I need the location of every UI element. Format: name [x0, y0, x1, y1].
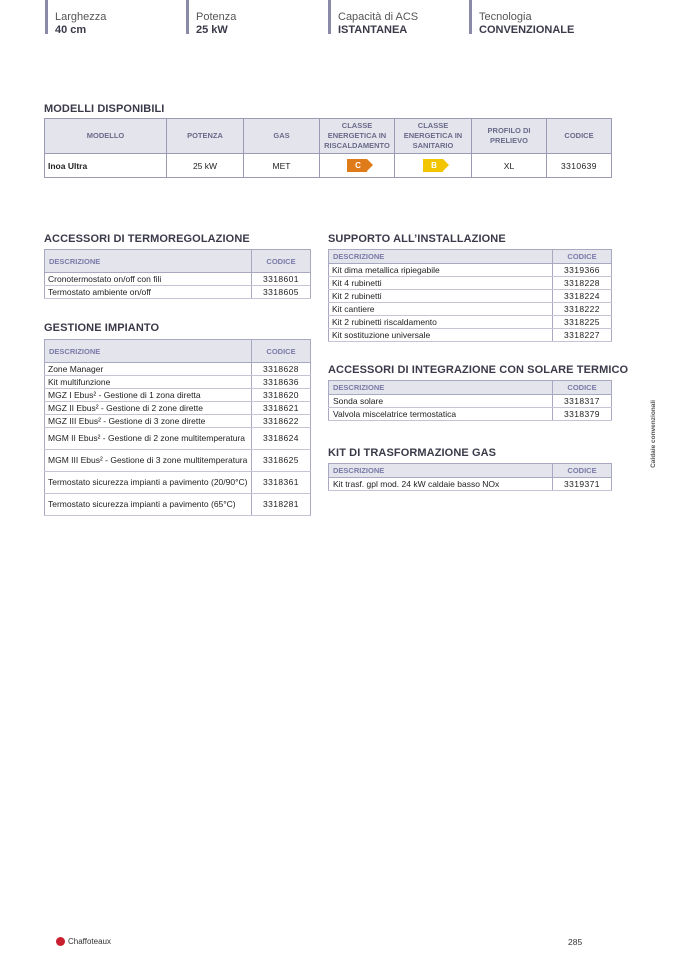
model-code: 3310639 — [547, 154, 612, 178]
row-code: 3318225 — [553, 316, 612, 329]
table-row — [329, 264, 612, 277]
gas-table — [328, 463, 612, 491]
solare-table — [328, 380, 612, 421]
row-code: 3319371 — [553, 478, 612, 491]
row-description: Termostato sicurezza impianti a pavimento (65°C) — [45, 494, 252, 516]
table-row — [45, 415, 311, 428]
col-header: CODICE — [553, 250, 612, 264]
row-code: 3318624 — [252, 428, 311, 450]
gestione-title: GESTIONE IMPIANTO — [44, 322, 160, 334]
table-row — [45, 363, 311, 376]
row-description: Kit 2 rubinetti riscaldamento — [329, 316, 553, 329]
models-table — [44, 118, 612, 178]
side-label: Caldaie convenzionali — [650, 400, 657, 468]
row-code: 3318622 — [252, 415, 311, 428]
spec-label: Potenza — [196, 11, 237, 23]
col-header: GAS — [244, 119, 320, 154]
row-code: 3318621 — [252, 402, 311, 415]
col-header: POTENZA — [167, 119, 244, 154]
class-heating-cell — [320, 154, 395, 178]
row-code: 3318379 — [553, 408, 612, 421]
table-row — [45, 494, 311, 516]
spec-acs — [328, 0, 418, 34]
row-description: MGM III Ebus² - Gestione di 3 zone multitemperatura — [45, 450, 252, 472]
col-header: DESCRIZIONE — [45, 340, 252, 363]
col-header: CODICE — [553, 381, 612, 395]
col-header: MODELLO — [45, 119, 167, 154]
model-power: 25 kW — [167, 154, 244, 178]
spec-value: 40 cm — [55, 24, 87, 36]
row-code: 3318228 — [553, 277, 612, 290]
row-code: 3318620 — [252, 389, 311, 402]
models-title: MODELLI DISPONIBILI — [44, 103, 165, 115]
model-gas: MET — [244, 154, 320, 178]
col-header: CODICE — [553, 464, 612, 478]
col-header: CLASSE ENERGETICA IN RISCALDAMENTO — [320, 119, 395, 154]
gestione-table — [44, 339, 311, 516]
spec-technology — [469, 0, 574, 34]
table-row — [45, 389, 311, 402]
col-header: DESCRIZIONE — [329, 381, 553, 395]
brand-logo — [56, 937, 111, 946]
row-code: 3318625 — [252, 450, 311, 472]
row-description: Kit 4 rubinetti — [329, 277, 553, 290]
row-description: Kit cantiere — [329, 303, 553, 316]
row-code: 3318601 — [252, 273, 311, 286]
termo-table — [44, 249, 311, 299]
table-row — [45, 154, 612, 178]
row-description: Kit multifunzione — [45, 376, 252, 389]
table-row — [329, 277, 612, 290]
table-row — [45, 450, 311, 472]
table-row — [329, 316, 612, 329]
row-description: Termostato ambiente on/off — [45, 286, 252, 299]
spec-power — [186, 0, 236, 34]
row-description: Kit trasf. gpl mod. 24 kW caldaie basso NOx — [329, 478, 553, 491]
spec-value: ISTANTANEA — [338, 24, 408, 36]
row-description: Valvola miscelatrice termostatica — [329, 408, 553, 421]
col-header: PROFILO DI PRELIEVO — [472, 119, 547, 154]
row-code: 3318317 — [553, 395, 612, 408]
solare-title: ACCESSORI DI INTEGRAZIONE CON SOLARE TERMICO — [328, 364, 629, 376]
col-header: CLASSE ENERGETICA IN SANITARIO — [395, 119, 472, 154]
table-row — [45, 402, 311, 415]
table-row — [45, 376, 311, 389]
col-header: CODICE — [252, 340, 311, 363]
energy-class-badge: B — [423, 159, 443, 172]
row-description: Termostato sicurezza impianti a pavimento (20/90°C) — [45, 472, 252, 494]
row-code: 3318222 — [553, 303, 612, 316]
col-header: DESCRIZIONE — [329, 464, 553, 478]
supporto-title: SUPPORTO ALL’INSTALLAZIONE — [328, 233, 506, 245]
table-row — [45, 428, 311, 450]
row-description: MGZ III Ebus² - Gestione di 3 zone dirette — [45, 415, 252, 428]
termo-title: ACCESSORI DI TERMOREGOLAZIONE — [44, 233, 250, 245]
row-description: Kit dima metallica ripiegabile — [329, 264, 553, 277]
row-code: 3318628 — [252, 363, 311, 376]
row-code: 3318636 — [252, 376, 311, 389]
row-code: 3318605 — [252, 286, 311, 299]
model-profile: XL — [472, 154, 547, 178]
gas-title: KIT DI TRASFORMAZIONE GAS — [328, 447, 497, 459]
brand-logo-icon — [56, 937, 65, 946]
spec-value: CONVENZIONALE — [479, 24, 575, 36]
row-description: Kit sostituzione universale — [329, 329, 553, 342]
row-code: 3318227 — [553, 329, 612, 342]
model-name: Inoa Ultra — [45, 154, 167, 178]
spec-value: 25 kW — [196, 24, 228, 36]
brand-name: Chaffoteaux — [68, 937, 111, 946]
row-code: 3318361 — [252, 472, 311, 494]
table-row — [329, 303, 612, 316]
row-description: Cronotermostato on/off con fili — [45, 273, 252, 286]
table-row — [329, 478, 612, 491]
table-row — [329, 395, 612, 408]
row-code: 3318281 — [252, 494, 311, 516]
table-row — [329, 329, 612, 342]
table-row — [329, 290, 612, 303]
table-row — [45, 472, 311, 494]
supporto-table — [328, 249, 612, 342]
row-description: MGM II Ebus² - Gestione di 2 zone multitemperatura — [45, 428, 252, 450]
spec-label: Capacità di ACS — [338, 11, 419, 23]
col-header: DESCRIZIONE — [45, 250, 252, 273]
page-number: 285 — [568, 937, 583, 947]
spec-label: Larghezza — [55, 11, 107, 23]
spec-width — [45, 0, 106, 34]
energy-class-badge: C — [347, 159, 367, 172]
col-header: CODICE — [547, 119, 612, 154]
col-header: DESCRIZIONE — [329, 250, 553, 264]
row-code: 3319366 — [553, 264, 612, 277]
row-description: Kit 2 rubinetti — [329, 290, 553, 303]
row-description: Sonda solare — [329, 395, 553, 408]
table-row — [45, 286, 311, 299]
spec-label: Tecnologia — [479, 11, 532, 23]
row-description: MGZ II Ebus² - Gestione di 2 zone dirette — [45, 402, 252, 415]
row-code: 3318224 — [553, 290, 612, 303]
row-description: MGZ I Ebus² - Gestione di 1 zona diretta — [45, 389, 252, 402]
row-description: Zone Manager — [45, 363, 252, 376]
class-dhw-cell — [395, 154, 472, 178]
table-row — [45, 273, 311, 286]
col-header: CODICE — [252, 250, 311, 273]
table-row — [329, 408, 612, 421]
